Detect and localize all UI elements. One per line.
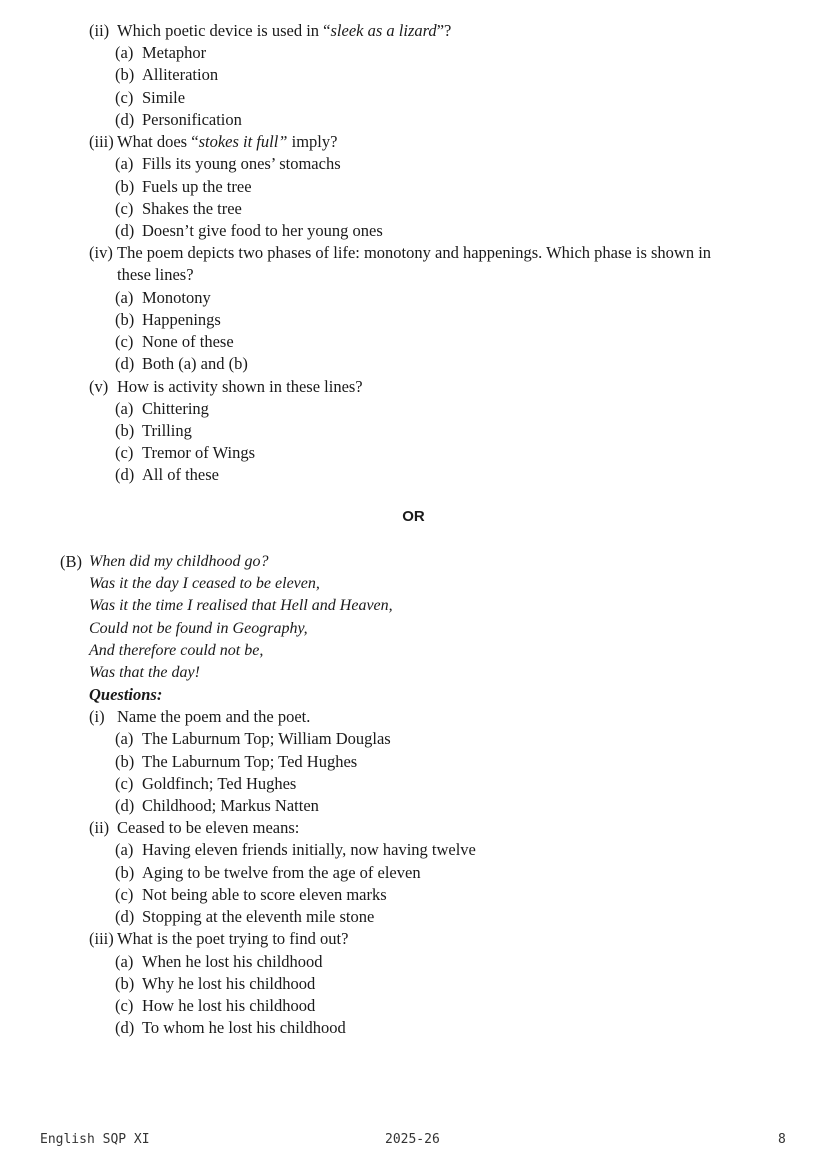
question-number: (iii): [89, 132, 114, 151]
option-text: To whom he lost his childhood: [142, 1018, 346, 1037]
option-text: Personification: [142, 110, 242, 129]
footer-year: 2025-26: [385, 1132, 440, 1147]
question-text: Ceased to be eleven means:: [117, 818, 300, 837]
option-label: (b): [115, 974, 135, 993]
question-text-end: ”?: [436, 21, 452, 40]
option-text: Fuels up the tree: [142, 177, 252, 196]
questions-heading: Questions:: [89, 685, 163, 704]
question-text: The poem depicts two phases of life: monotony and happenings. Which phase is shown in: [117, 243, 712, 262]
poem-line: Was it the day I ceased to be eleven,: [89, 575, 320, 592]
option-label: (c): [115, 774, 134, 793]
option-label: (b): [115, 177, 135, 196]
option-text: Chittering: [142, 399, 209, 418]
poem-line: Was that the day!: [89, 664, 200, 681]
question-text: Name the poem and the poet.: [117, 707, 311, 726]
option-text: The Laburnum Top; William Douglas: [142, 729, 391, 748]
option-label: (c): [115, 199, 134, 218]
option-text: The Laburnum Top; Ted Hughes: [142, 752, 358, 771]
poem-line: Could not be found in Geography,: [89, 620, 308, 637]
option-text: Alliteration: [142, 65, 219, 84]
footer-subject: English SQP XI: [40, 1132, 150, 1147]
option-label: (c): [115, 88, 134, 107]
option-text: All of these: [142, 465, 219, 484]
option-text: Tremor of Wings: [142, 443, 256, 462]
poem-line: When did my childhood go?: [89, 553, 269, 570]
option-text: Goldfinch; Ted Hughes: [142, 774, 297, 793]
option-text: Simile: [142, 88, 186, 107]
option-label: (a): [115, 840, 134, 859]
option-label: (c): [115, 332, 134, 351]
question-number: (iv): [89, 243, 113, 262]
or-divider: OR: [402, 508, 425, 525]
question-number: (v): [89, 377, 109, 396]
question-number: (ii): [89, 818, 110, 837]
option-label: (a): [115, 952, 134, 971]
option-label: (b): [115, 863, 135, 882]
question-text: What does “: [117, 132, 199, 151]
option-label: (d): [115, 907, 135, 926]
poem-line: Was it the time I realised that Hell and Heaven,: [89, 597, 393, 614]
option-label: (b): [115, 65, 135, 84]
option-label: (a): [115, 154, 134, 173]
section-b-label: (B): [60, 552, 82, 571]
question-number: (iii): [89, 929, 114, 948]
option-text: Shakes the tree: [142, 199, 242, 218]
option-text: Why he lost his childhood: [142, 974, 316, 993]
question-text: Which poetic device is used in “: [117, 21, 331, 40]
option-text: None of these: [142, 332, 234, 351]
question-number: (ii): [89, 21, 110, 40]
option-label: (a): [115, 43, 134, 62]
question-text-continued: these lines?: [117, 265, 194, 284]
option-text: Both (a) and (b): [142, 354, 248, 373]
option-label: (a): [115, 399, 134, 418]
option-label: (a): [115, 729, 134, 748]
option-text: Having eleven friends initially, now having twelve: [142, 840, 476, 859]
question-quote: sleek as a lizard: [330, 21, 437, 40]
option-text: Trilling: [142, 421, 192, 440]
option-label: (d): [115, 221, 135, 240]
option-label: (b): [115, 752, 135, 771]
question-text: How is activity shown in these lines?: [117, 377, 363, 396]
option-label: (d): [115, 354, 135, 373]
option-text: Monotony: [142, 288, 211, 307]
option-text: Happenings: [142, 310, 221, 329]
option-label: (b): [115, 421, 135, 440]
option-text: Metaphor: [142, 43, 207, 62]
option-text: Fills its young ones’ stomachs: [142, 154, 341, 173]
option-label: (a): [115, 288, 134, 307]
option-text: Childhood; Markus Natten: [142, 796, 319, 815]
option-text: Stopping at the eleventh mile stone: [142, 907, 375, 926]
question-text: What is the poet trying to find out?: [117, 929, 349, 948]
option-label: (d): [115, 110, 135, 129]
option-label: (d): [115, 465, 135, 484]
option-label: (d): [115, 796, 135, 815]
option-label: (d): [115, 1018, 135, 1037]
option-label: (c): [115, 885, 134, 904]
option-label: (c): [115, 443, 134, 462]
option-text: Not being able to score eleven marks: [142, 885, 387, 904]
option-text: Aging to be twelve from the age of eleven: [142, 863, 421, 882]
poem-line: And therefore could not be,: [89, 642, 264, 659]
option-text: How he lost his childhood: [142, 996, 316, 1015]
option-text: Doesn’t give food to her young ones: [142, 221, 383, 240]
question-quote: stokes it full”: [198, 132, 288, 151]
option-label: (b): [115, 310, 135, 329]
page-number: 8: [778, 1132, 786, 1147]
question-text-end: imply?: [287, 132, 338, 151]
question-number: (i): [89, 707, 105, 726]
option-label: (c): [115, 996, 134, 1015]
option-text: When he lost his childhood: [142, 952, 323, 971]
